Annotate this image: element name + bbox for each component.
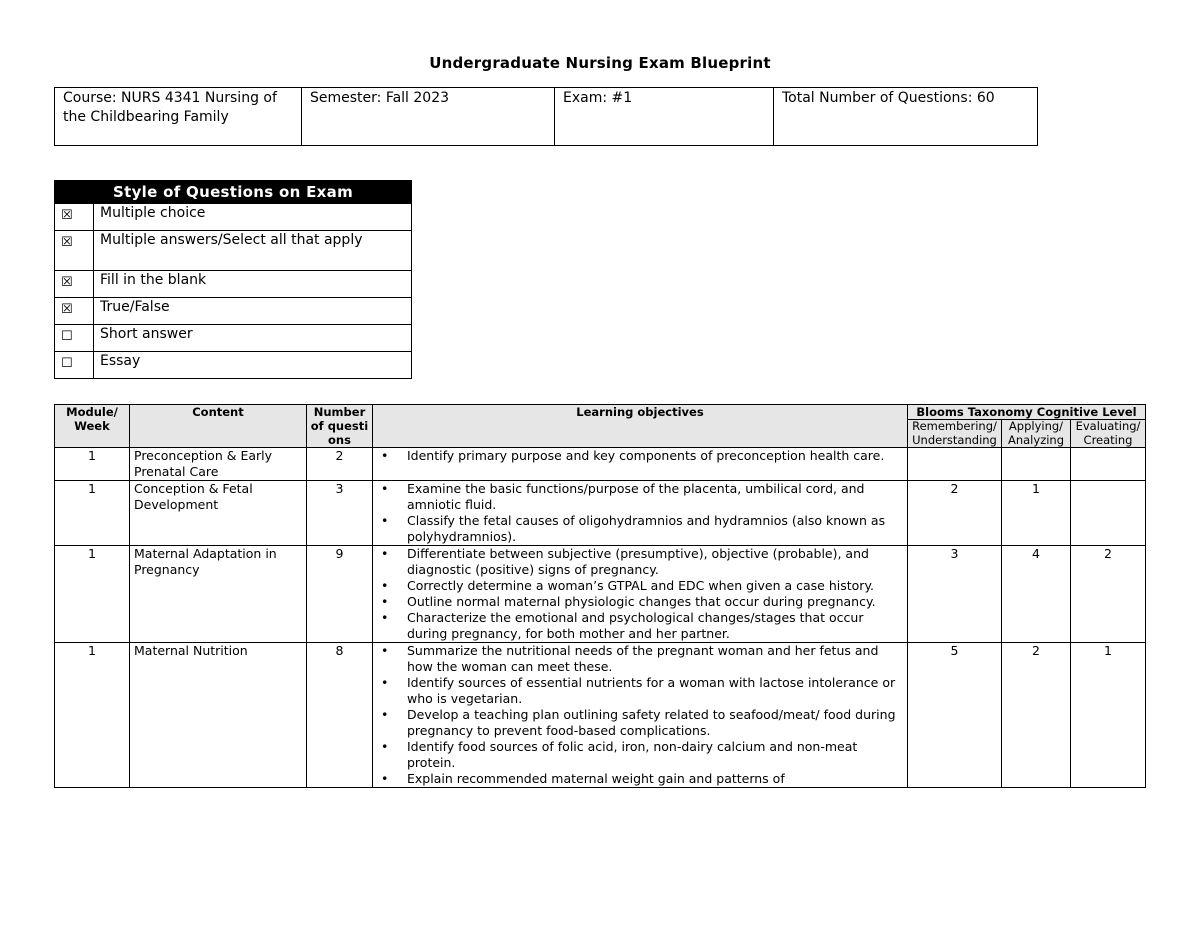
- table-row: [55, 546, 1146, 643]
- evaluating-cell: [1071, 448, 1146, 481]
- number-cell: 3: [307, 481, 373, 546]
- checkbox-icon[interactable]: ☐: [55, 352, 94, 379]
- question-style-heading: Style of Questions on Exam: [55, 181, 412, 204]
- question-style-table: [54, 180, 412, 379]
- applying-cell: 1: [1002, 481, 1071, 546]
- objective-item: • Identify primary purpose and key components of preconception health care.: [377, 448, 903, 464]
- objectives-cell: [373, 546, 908, 643]
- header-blooms: Blooms Taxonomy Cognitive Level: [908, 405, 1146, 420]
- evaluating-cell: 2: [1071, 546, 1146, 643]
- module-cell: 1: [55, 643, 130, 788]
- checkbox-icon[interactable]: ☒: [55, 271, 94, 298]
- question-style-label: Multiple answers/Select all that apply: [94, 231, 412, 271]
- header-module: Module/ Week: [55, 405, 130, 448]
- checkbox-icon[interactable]: ☒: [55, 204, 94, 231]
- table-row: [55, 643, 1146, 788]
- evaluating-cell: 1: [1071, 643, 1146, 788]
- remembering-cell: 5: [908, 643, 1002, 788]
- objective-item: • Identify sources of essential nutrients for a woman with lactose intolerance or who is vegetarian.: [377, 675, 903, 707]
- header-objectives: Learning objectives: [373, 405, 908, 448]
- objective-item: • Identify food sources of folic acid, iron, non-dairy calcium and non-meat protein.: [377, 739, 903, 771]
- module-cell: 1: [55, 448, 130, 481]
- number-cell: 9: [307, 546, 373, 643]
- objectives-cell: [373, 481, 908, 546]
- question-style-row: [55, 231, 412, 271]
- objective-item: • Differentiate between subjective (presumptive), objective (probable), and diagnostic (positive) signs of pregnancy.: [377, 546, 903, 578]
- objective-item: • Explain recommended maternal weight gain and patterns of: [377, 771, 903, 787]
- table-row: [55, 448, 1146, 481]
- table-row: [55, 481, 1146, 546]
- course-cell: Course: NURS 4341 Nursing of the Childbearing Family: [55, 88, 302, 146]
- objective-item: • Develop a teaching plan outlining safety related to seafood/meat/ food during pregnancy to prevent food-based complications.: [377, 707, 903, 739]
- applying-cell: 2: [1002, 643, 1071, 788]
- question-style-label: Fill in the blank: [94, 271, 412, 298]
- question-style-row: [55, 204, 412, 231]
- content-cell: Preconception & Early Prenatal Care: [130, 448, 307, 481]
- page-title: Undergraduate Nursing Exam Blueprint: [429, 54, 771, 72]
- remembering-cell: 2: [908, 481, 1002, 546]
- number-cell: 2: [307, 448, 373, 481]
- header-remembering: Remembering/ Understanding: [908, 420, 1002, 448]
- header-content: Content: [130, 405, 307, 448]
- checkbox-icon[interactable]: ☒: [55, 231, 94, 271]
- semester-cell: Semester: Fall 2023: [302, 88, 555, 146]
- content-cell: Conception & Fetal Development: [130, 481, 307, 546]
- objective-item: • Characterize the emotional and psychological changes/stages that occur during pregnancy, for both mother and her partner.: [377, 610, 903, 642]
- question-style-label: Short answer: [94, 325, 412, 352]
- content-cell: Maternal Nutrition: [130, 643, 307, 788]
- checkbox-icon[interactable]: ☒: [55, 298, 94, 325]
- header-number: Number of questions: [307, 405, 373, 448]
- content-cell: Maternal Adaptation in Pregnancy: [130, 546, 307, 643]
- objective-item: • Classify the fetal causes of oligohydramnios and hydramnios (also known as polyhydramnios).: [377, 513, 903, 545]
- module-cell: 1: [55, 546, 130, 643]
- remembering-cell: [908, 448, 1002, 481]
- number-cell: 8: [307, 643, 373, 788]
- applying-cell: 4: [1002, 546, 1071, 643]
- evaluating-cell: [1071, 481, 1146, 546]
- objective-item: • Correctly determine a woman’s GTPAL and EDC when given a case history.: [377, 578, 903, 594]
- question-style-label: True/False: [94, 298, 412, 325]
- objective-item: • Examine the basic functions/purpose of the placenta, umbilical cord, and amniotic fluid.: [377, 481, 903, 513]
- exam-cell: Exam: #1: [555, 88, 774, 146]
- blueprint-table: [54, 404, 1146, 788]
- header-applying: Applying/ Analyzing: [1002, 420, 1071, 448]
- question-style-label: Multiple choice: [94, 204, 412, 231]
- question-style-row: [55, 298, 412, 325]
- module-cell: 1: [55, 481, 130, 546]
- total-questions-cell: Total Number of Questions: 60: [774, 88, 1038, 146]
- header-evaluating: Evaluating/ Creating: [1071, 420, 1146, 448]
- question-style-label: Essay: [94, 352, 412, 379]
- course-info-table: [54, 87, 1038, 146]
- checkbox-icon[interactable]: ☐: [55, 325, 94, 352]
- objectives-cell: [373, 643, 908, 788]
- question-style-row: [55, 271, 412, 298]
- objective-item: • Summarize the nutritional needs of the pregnant woman and her fetus and how the woman can meet these.: [377, 643, 903, 675]
- objective-item: • Outline normal maternal physiologic changes that occur during pregnancy.: [377, 594, 903, 610]
- objectives-cell: [373, 448, 908, 481]
- remembering-cell: 3: [908, 546, 1002, 643]
- applying-cell: [1002, 448, 1071, 481]
- question-style-row: [55, 352, 412, 379]
- question-style-row: [55, 325, 412, 352]
